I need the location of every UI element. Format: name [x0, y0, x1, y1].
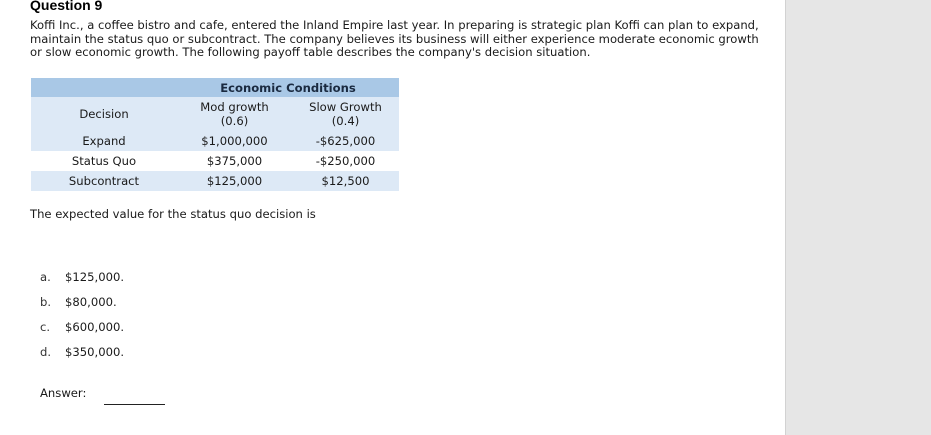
- slow-growth-label: Slow Growth: [309, 100, 382, 114]
- option-a[interactable]: [40, 270, 124, 295]
- slow-growth-cell: -$625,000: [292, 131, 399, 151]
- option-letter: b.: [40, 295, 52, 309]
- slow-growth-prob: (0.4): [331, 114, 360, 128]
- answer-blank[interactable]: [104, 404, 165, 405]
- right-sidebar: [785, 0, 931, 435]
- table-row: [31, 131, 399, 151]
- payoff-table: [31, 78, 399, 191]
- table-header-blank: [31, 78, 177, 97]
- slow-growth-header: [292, 97, 399, 131]
- question-prompt: The expected value for the status quo decision is: [30, 207, 316, 221]
- table-row: [31, 171, 399, 191]
- option-letter: d.: [40, 345, 52, 359]
- slow-growth-cell: $12,500: [292, 171, 399, 191]
- mod-growth-prob: (0.6): [220, 114, 249, 128]
- option-text: $600,000.: [65, 320, 125, 334]
- table-group-header-row: [31, 78, 399, 97]
- slow-growth-cell: -$250,000: [292, 151, 399, 171]
- answer-options: [40, 270, 124, 370]
- question-body: Koffi Inc., a coffee bistro and cafe, entered the Inland Empire last year. In preparing is strategic plan Koffi can plan to expand, maintain the status quo or subcontract. The company believes its business will either experience moderate economic growth or slow economic growth. The following payoff table describes the company's decision situation.: [30, 18, 759, 60]
- table-row: [31, 151, 399, 171]
- mod-growth-label: Mod growth: [200, 100, 269, 114]
- economic-conditions-header: Economic Conditions: [177, 78, 399, 97]
- question-title: Question 9: [30, 0, 103, 13]
- mod-growth-header: [177, 97, 292, 131]
- mod-growth-cell: $375,000: [177, 151, 292, 171]
- decision-cell: Expand: [31, 131, 177, 151]
- option-letter: c.: [40, 320, 51, 334]
- option-text: $125,000.: [65, 270, 125, 284]
- mod-growth-cell: $125,000: [177, 171, 292, 191]
- option-text: $80,000.: [65, 295, 117, 309]
- option-letter: a.: [40, 270, 51, 284]
- decision-cell: Status Quo: [31, 151, 177, 171]
- option-text: $350,000.: [65, 345, 125, 359]
- decision-cell: Subcontract: [31, 171, 177, 191]
- decision-header: Decision: [31, 97, 177, 131]
- mod-growth-cell: $1,000,000: [177, 131, 292, 151]
- option-d[interactable]: [40, 345, 124, 370]
- option-b[interactable]: [40, 295, 124, 320]
- option-c[interactable]: [40, 320, 124, 345]
- answer-label: Answer:: [40, 386, 87, 400]
- table-header-row: [31, 97, 399, 131]
